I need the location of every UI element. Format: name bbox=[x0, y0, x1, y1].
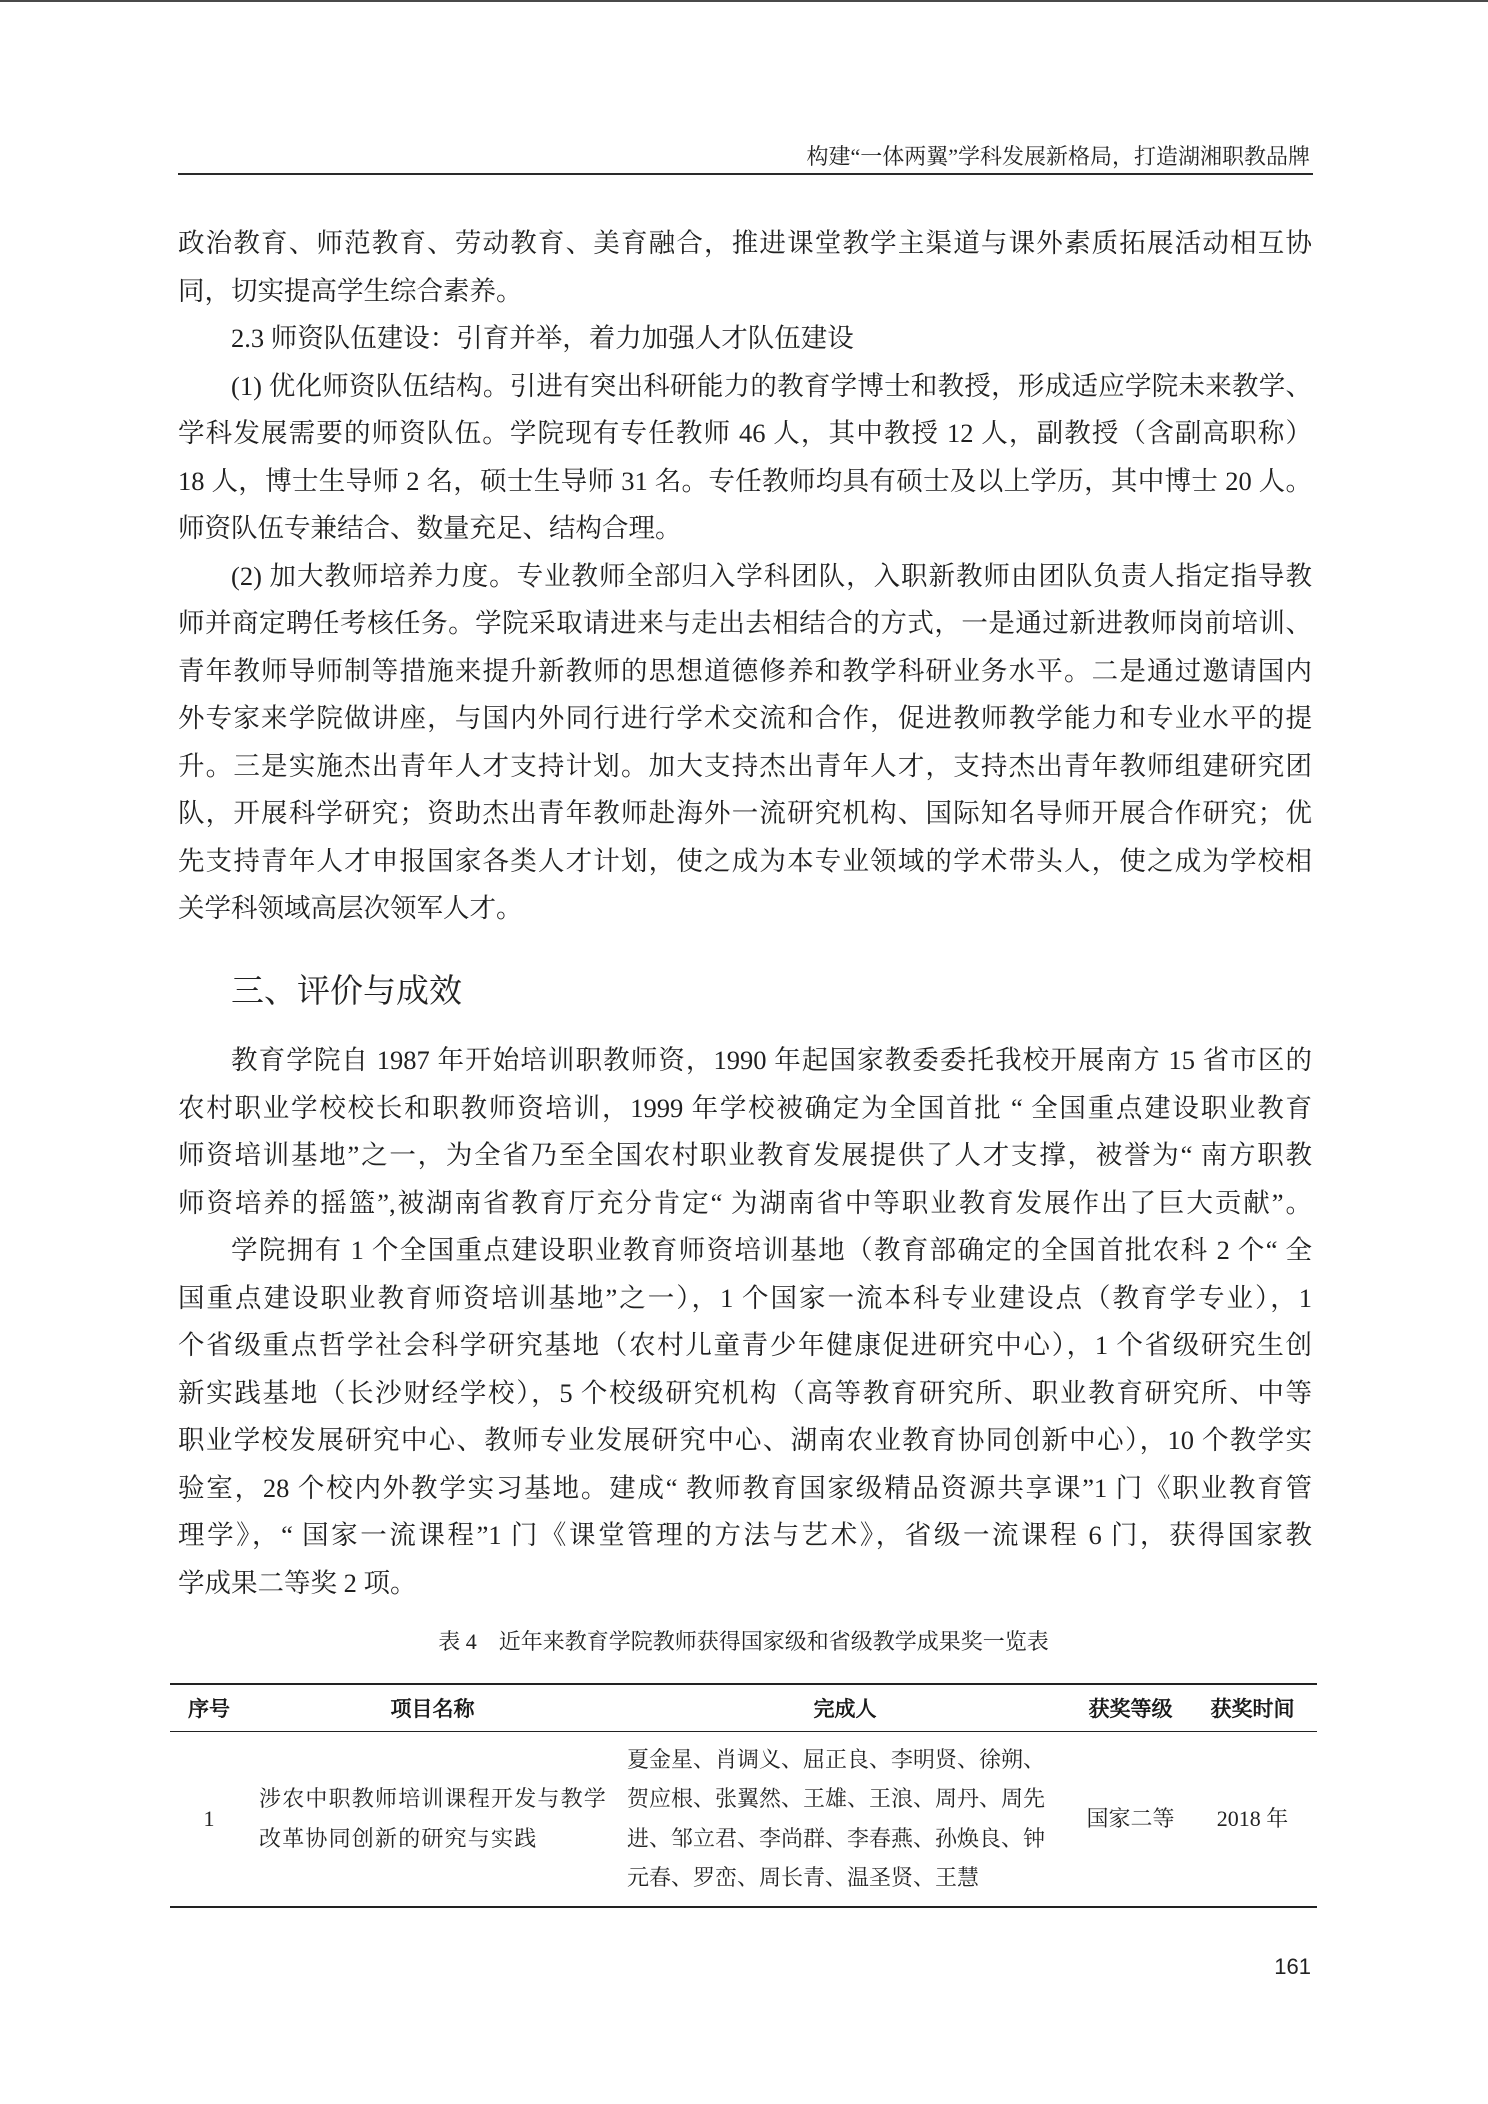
running-header: 构建“一体两翼”学科发展新格局，打造湖湘职教品牌 bbox=[806, 144, 1310, 169]
table-row bbox=[170, 1731, 1317, 1907]
text-line: 队，开展科学研究；资助杰出青年教师赴海外一流研究机构、国际知名导师开展合作研究；优 bbox=[178, 798, 1312, 828]
page-edge-line bbox=[0, 0, 1488, 2]
text-line: 个省级重点哲学社会科学研究基地（农村儿童青少年健康促进研究中心），1 个省级研究生创 bbox=[178, 1330, 1312, 1360]
column-header-level: 获奖等级 bbox=[1073, 1684, 1188, 1731]
header-rule bbox=[178, 173, 1313, 175]
cell-completers bbox=[617, 1731, 1073, 1907]
cell-line: 夏金星、肖调义、屈正良、李明贤、徐朔、 bbox=[627, 1746, 1046, 1772]
text-line: 升。三是实施杰出青年人才支持计划。加大支持杰出青年人才，支持杰出青年教师组建研究团 bbox=[178, 750, 1312, 781]
cell-line: 进、邹立君、李尚群、李春燕、孙焕良、钟 bbox=[627, 1825, 1046, 1851]
body-text-upper bbox=[178, 220, 1312, 933]
cell-line: 元春、罗峦、周长青、温圣贤、王慧 bbox=[627, 1865, 980, 1891]
awards-table bbox=[170, 1683, 1317, 1908]
text-line: 外专家来学院做讲座，与国内外同行进行学术交流和合作，促进教师教学能力和专业水平的提 bbox=[178, 703, 1312, 733]
column-header-project: 项目名称 bbox=[248, 1684, 617, 1731]
section-heading: 三、评价与成效 bbox=[231, 974, 462, 1010]
text-line: 师资培养的摇篮”,被湖南省教育厅充分肯定“ 为湖南省中等职业教育发展作出了巨大贡献”。 bbox=[178, 1187, 1312, 1218]
text-line: (1) 优化师资队伍结构。引进有突出科研能力的教育学博士和教授，形成适应学院未来教学、 bbox=[231, 370, 1312, 401]
table-header-row bbox=[170, 1684, 1317, 1731]
text-line: 学科发展需要的师资队伍。学院现有专任教师 46 人，其中教授 12 人，副教授（含副高职称） bbox=[178, 418, 1312, 448]
text-line: 学院拥有 1 个全国重点建设职业教育师资培训基地（教育部确定的全国首批农科 2 个“ 全 bbox=[231, 1235, 1312, 1265]
subsection-title: 2.3 师资队伍建设：引育并举，着力加强人才队伍建设 bbox=[231, 323, 854, 353]
text-line: 学成果二等奖 2 项。 bbox=[178, 1567, 417, 1598]
paragraph-section3-2 bbox=[178, 1227, 1312, 1607]
cell-award-level: 国家二等 bbox=[1073, 1731, 1188, 1907]
cell-line: 改革协同创新的研究与实践 bbox=[259, 1825, 538, 1851]
column-header-no: 序号 bbox=[170, 1684, 248, 1731]
text-line: 职业学校发展研究中心、教师专业发展研究中心、湖南农业教育协同创新中心），10 个教学实 bbox=[178, 1425, 1312, 1455]
paragraph-continued bbox=[178, 220, 1312, 315]
text-line: 师资培训基地”之一，为全省乃至全国农村职业教育发展提供了人才支撑，被誉为“ 南方职教 bbox=[178, 1140, 1312, 1170]
text-line: 教育学院自 1987 年开始培训职教师资，1990 年起国家教委委托我校开展南方 15 省市区的 bbox=[231, 1045, 1312, 1075]
text-line: 先支持青年人才申报国家各类人才计划，使之成为本专业领域的学术带头人，使之成为学校相 bbox=[178, 845, 1312, 876]
text-line: 新实践基地（长沙财经学校），5 个校级研究机构（高等教育研究所、职业教育研究所、中等 bbox=[178, 1377, 1312, 1408]
text-line: 政治教育、师范教育、劳动教育、美育融合，推进课堂教学主渠道与课外素质拓展活动相互协 bbox=[178, 228, 1312, 258]
cell-project-name bbox=[248, 1731, 617, 1907]
paragraph-section3-1 bbox=[178, 1037, 1312, 1227]
cell-line: 贺应根、张翼然、王雄、王浪、周丹、周先 bbox=[627, 1786, 1046, 1812]
text-line: 关学科领域高层次领军人才。 bbox=[178, 893, 523, 923]
text-line: 师并商定聘任考核任务。学院采取请进来与走出去相结合的方式，一是通过新进教师岗前培训、 bbox=[178, 608, 1312, 638]
text-line: (2) 加大教师培养力度。专业教师全部归入学科团队，入职新教师由团队负责人指定指导教 bbox=[231, 560, 1312, 591]
text-line: 青年教师导师制等措施来提升新教师的思想道德修养和教学科研业务水平。二是通过邀请国内 bbox=[178, 655, 1312, 686]
text-line: 师资队伍专兼结合、数量充足、结构合理。 bbox=[178, 513, 682, 543]
cell-award-year: 2018 年 bbox=[1188, 1731, 1317, 1907]
text-line: 18 人，博士生导师 2 名，硕士生导师 31 名。专任教师均具有硕士及以上学历，其中博士 20 人。 bbox=[178, 465, 1312, 496]
paragraph-item-2 bbox=[178, 553, 1312, 933]
column-header-completers: 完成人 bbox=[617, 1684, 1073, 1731]
cell-no: 1 bbox=[170, 1731, 248, 1907]
text-line: 理学》，“ 国家一流课程”1 门《课堂管理的方法与艺术》，省级一流课程 6 门，获得国家教 bbox=[178, 1520, 1312, 1550]
column-header-year: 获奖时间 bbox=[1188, 1684, 1317, 1731]
body-text-lower bbox=[178, 1037, 1312, 1607]
text-line: 验室，28 个校内外教学实习基地。建成“ 教师教育国家级精品资源共享课”1 门《职业教育管 bbox=[178, 1472, 1312, 1503]
text-line: 农村职业学校校长和职教师资培训，1999 年学校被确定为全国首批 “ 全国重点建设职业教育 bbox=[178, 1092, 1312, 1123]
text-line: 国重点建设职业教育师资培训基地”之一），1 个国家一流本科专业建设点（教育学专业），1 bbox=[178, 1282, 1312, 1313]
page-number: 161 bbox=[1274, 1954, 1311, 1979]
text-line: 同，切实提高学生综合素养。 bbox=[178, 275, 523, 306]
paragraph-item-1 bbox=[178, 363, 1312, 553]
table-caption: 表 4 近年来教育学院教师获得国家级和省级教学成果奖一览表 bbox=[438, 1629, 1049, 1654]
cell-line: 涉农中职教师培训课程开发与教学 bbox=[259, 1786, 608, 1812]
